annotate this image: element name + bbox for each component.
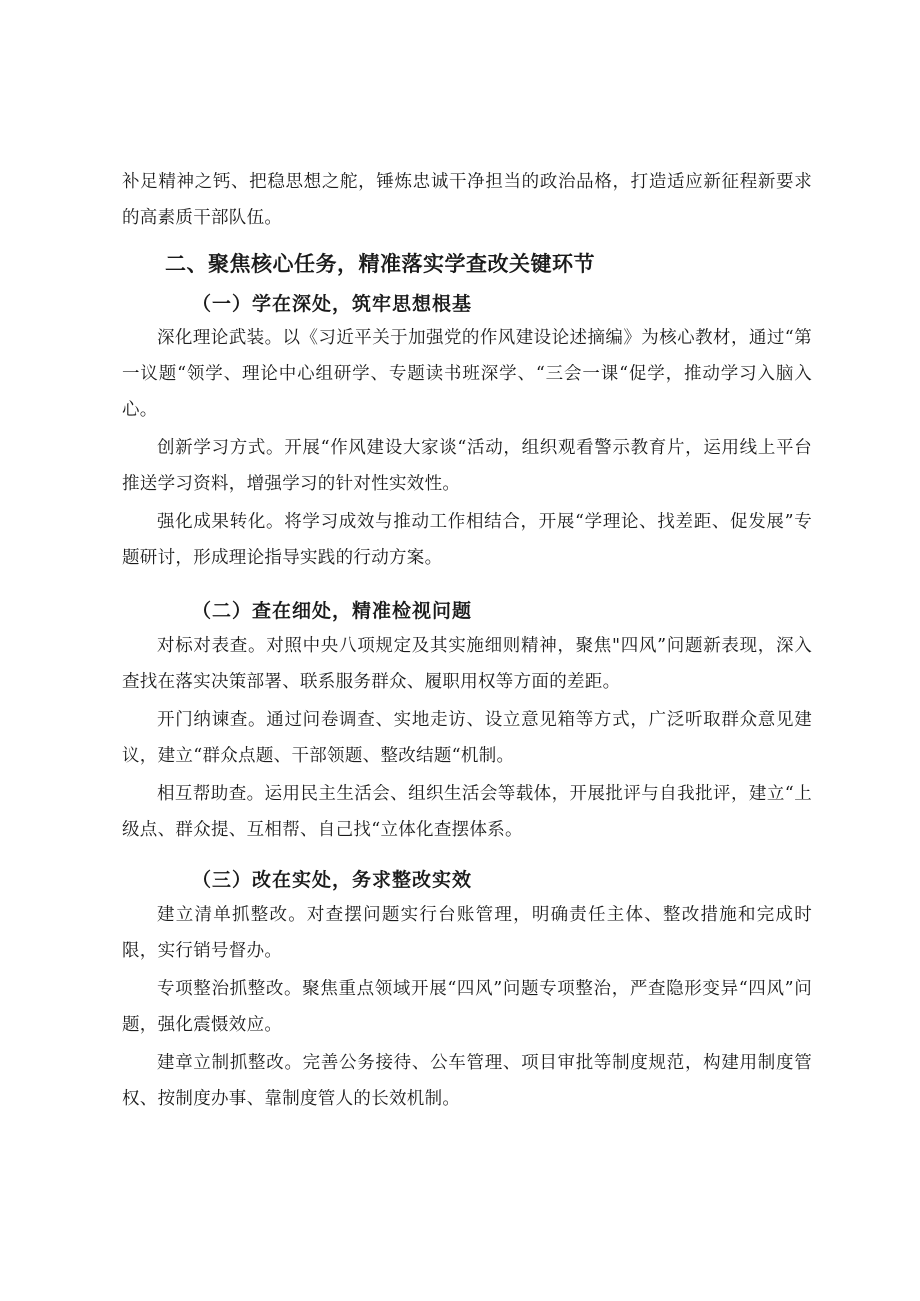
paragraph: 相互帮助查。运用民主生活会、组织生活会等载体，开展批评与自我批评，建立“上级点、群众提、互相帮、自己找“立体化查摆体系。 — [122, 784, 812, 840]
paragraph: 建立清单抓整改。对查摆问题实行台账管理，明确责任主体、整改措施和完成时限，实行销号督办。 — [122, 905, 812, 961]
subsection-3-body — [122, 897, 812, 1117]
paragraph: 深化理论武装。以《习近平关于加强党的作风建设论述摘编》为核心教材，通过“第一议题“领学、理论中心组研学、专题读书班深学、“三会一课“促学，推动学习入脑入心。 — [122, 328, 812, 420]
paragraph: 专项整治抓整改。聚焦重点领域开展“四风”问题专项整治，严查隐形变异“四风”问题，强化震慑效应。 — [122, 979, 812, 1035]
paragraph: 对标对表查。对照中央八项规定及其实施细则精神，聚焦"四风”问题新表现，深入查找在落实决策部署、联系服务群众、履职用权等方面的差距。 — [122, 636, 812, 692]
paragraph: 创新学习方式。开展“作风建设大家谈“活动，组织观看警示教育片，运用线上平台推送学习资料，增强学习的针对性实效性。 — [122, 438, 812, 494]
subsection-heading-2: （二）查在细处，精准检视问题 — [192, 600, 473, 622]
paragraph: 强化成果转化。将学习成效与推动工作相结合，开展“学理论、找差距、促发展”专题研讨，形成理论指导实践的行动方案。 — [122, 512, 812, 568]
subsection-1-body — [122, 320, 812, 576]
subsection-heading-3: （三）改在实处，务求整改实效 — [192, 869, 473, 891]
intro-paragraph: 补足精神之钙、把稳思想之舵，锤炼忠诚干净担当的政治品格，打造适应新征程新要求的高素质干部队伍。 — [122, 172, 812, 228]
subsection-2-body — [122, 628, 812, 848]
intro-block — [122, 164, 812, 236]
paragraph: 建章立制抓整改。完善公务接待、公车管理、项目审批等制度规范，构建用制度管权、按制度办事、靠制度管人的长效机制。 — [122, 1053, 812, 1109]
subsection-heading-1: （一）学在深处，筑牢思想根基 — [192, 293, 473, 315]
paragraph: 开门纳谏查。通过问卷调查、实地走访、设立意见箱等方式，广泛听取群众意见建议，建立“群众点题、干部领题、整改结题“机制。 — [122, 710, 812, 766]
section-heading: 二、聚焦核心任务，精准落实学查改关键环节 — [165, 252, 595, 276]
